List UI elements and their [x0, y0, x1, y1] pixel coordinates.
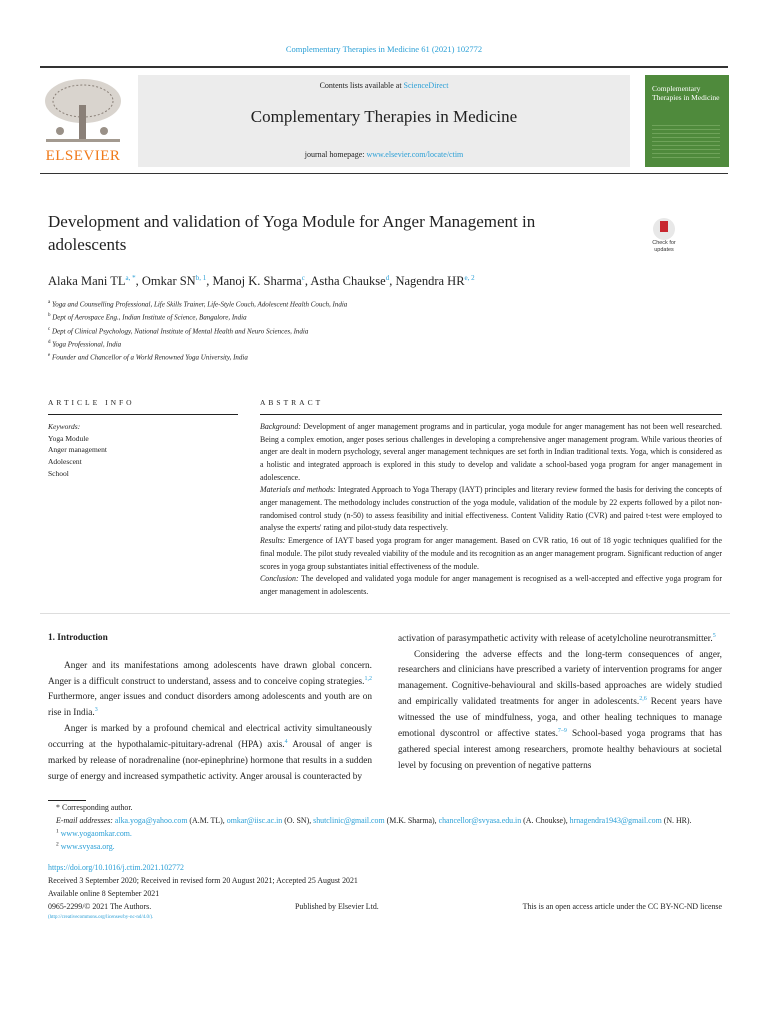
- journal-title: Complementary Therapies in Medicine: [250, 107, 518, 126]
- footnote-url[interactable]: www.yogaomkar.com.: [60, 828, 132, 838]
- email-owner: (A.M. TL),: [187, 815, 227, 825]
- header-bottom-rule: [40, 173, 728, 174]
- keywords-label: Keywords:: [48, 421, 81, 431]
- abstract-rule: [260, 414, 722, 415]
- author-affiliation-mark[interactable]: e, 2: [464, 274, 475, 282]
- cover-decoration: [652, 125, 720, 159]
- citation-link[interactable]: 1,2: [364, 675, 372, 682]
- doi-link[interactable]: https://doi.org/10.1016/j.ctim.2021.102772: [48, 862, 184, 872]
- body-column-right: [398, 632, 722, 786]
- affiliation-mark: a: [48, 300, 51, 306]
- author-affiliation-mark[interactable]: d: [385, 274, 390, 282]
- affiliation-mark: e: [48, 353, 51, 359]
- author-separator: ,: [135, 274, 142, 289]
- copyright-text: 0965-2299/© 2021 The Authors.: [48, 901, 152, 911]
- article-info-heading: ARTICLE INFO: [48, 397, 135, 407]
- footnote-url[interactable]: www.svyasa.org.: [60, 841, 115, 851]
- section-heading: 1. Introduction: [48, 632, 108, 643]
- author-name: Manoj K. Sharma: [212, 274, 302, 289]
- email-link[interactable]: hrnagendra1943@gmail.com: [569, 815, 662, 825]
- abstract-conclusion: [260, 573, 722, 598]
- license-url-link[interactable]: (http://creativecommons.org/licenses/by-nc-nd/4.0/).: [48, 914, 154, 920]
- keyword: School: [48, 468, 69, 478]
- author-separator: ,: [389, 274, 396, 289]
- journal-reference[interactable]: Complementary Therapies in Medicine 61 (2021) 102772: [285, 44, 483, 54]
- affiliation: [48, 324, 722, 337]
- author-affiliation-mark[interactable]: b, 1: [195, 274, 207, 282]
- keyword: Yoga Module: [48, 433, 89, 443]
- author-name: Omkar SN: [141, 274, 196, 289]
- body-text: Anger and its manifestations among adolescents have drawn global concern. Anger is a difficult construct to understand, assess and to conceive coping strategies.: [48, 660, 372, 687]
- email-link[interactable]: omkar@iisc.ac.in: [226, 815, 283, 825]
- email-link[interactable]: chancellor@svyasa.edu.in: [438, 815, 522, 825]
- license-line: [48, 900, 722, 913]
- citation-link[interactable]: 7–9: [557, 727, 567, 734]
- email-addresses: [48, 814, 722, 827]
- body-columns: [48, 632, 722, 786]
- citation-link[interactable]: 5: [712, 632, 716, 639]
- author-separator: ,: [304, 274, 311, 289]
- citation-link[interactable]: 3: [94, 707, 98, 714]
- section-label: Conclusion:: [260, 574, 299, 584]
- cover-title: Complementary Therapies in Medicine: [652, 84, 720, 102]
- body-text: Considering the adverse effects and the long-term consequences of anger, researchers and clinicians have prescribed a variety of intervention programs for anger management. Cognitive-behavioural and skills-based approaches are widely studied and empirically validated treatments for anger in adolescents.: [398, 649, 722, 708]
- affiliation-text: Founder and Chancellor of a World Renowned Yoga University, India: [50, 353, 248, 362]
- article-info-rule: [48, 414, 238, 415]
- publication-info: [48, 861, 722, 922]
- asterisk-mark: *: [56, 802, 60, 812]
- header-rule: [40, 66, 728, 68]
- affiliation-mark: b: [48, 313, 51, 319]
- author-list: [48, 270, 722, 289]
- bookmark-icon: [653, 218, 675, 240]
- affiliation-mark: d: [48, 340, 51, 346]
- section-label: Results:: [260, 536, 286, 546]
- affiliation-text: Yoga and Counselling Professional, Life Skills Trainer, Life-Style Couch, Adolescent Health Couch, India: [50, 300, 348, 309]
- email-owner: (A. Choukse),: [521, 815, 570, 825]
- abstract-results: [260, 535, 722, 573]
- author-name: Nagendra HR: [395, 274, 465, 289]
- body-column-left: [48, 632, 372, 786]
- homepage-prefix: journal homepage:: [304, 150, 367, 159]
- email-owner: (O. SN),: [282, 815, 314, 825]
- abstract-column: [260, 398, 722, 599]
- affiliation-text: Dept of Clinical Psychology, National Institute of Mental Health and Neuro Sciences, India: [50, 327, 309, 336]
- citation-link[interactable]: 4: [284, 739, 288, 746]
- author-name: Alaka Mani TL: [48, 274, 126, 289]
- body-text: Recent years have witnessed the use of mindfulness, yoga, and other healing techniques to manage emotional dyscontrol or affective states.: [398, 697, 723, 740]
- article-content: [0, 180, 768, 942]
- body-text: Arousal of anger is marked by release of noradrenaline (nor-epinephrine) hormone that results in a sudden surge of energy and increased sympathetic activity. Anger arousal is counteracted by: [48, 740, 372, 782]
- license-text: This is an open access article under the CC BY-NC-ND license: [522, 901, 722, 911]
- sciencedirect-link[interactable]: ScienceDirect: [403, 81, 449, 90]
- author-affiliation-mark[interactable]: c: [301, 274, 305, 282]
- emails-label: E-mail addresses:: [56, 815, 113, 825]
- affiliation: [48, 337, 722, 350]
- available-online: Available online 8 September 2021: [48, 888, 160, 898]
- homepage-line: [138, 150, 630, 159]
- footnote-links: [48, 827, 722, 853]
- section-label: Materials and methods:: [260, 485, 336, 495]
- footnote-mark: 2: [56, 841, 59, 848]
- article-title: Development and validation of Yoga Module for Anger Management in adolescents: [48, 212, 536, 254]
- affiliation: [48, 297, 722, 310]
- email-link[interactable]: shutclinic@gmail.com: [313, 815, 385, 825]
- body-text: Anger is marked by a profound chemical and electrical activity simultaneously occurring at the hypothalamic-pituitary-adrenal (HPA) axis.: [48, 724, 372, 751]
- footnote-item: [56, 840, 722, 853]
- title-row: [48, 210, 722, 256]
- received-dates: Received 3 September 2020; Received in revised form 20 August 2021; Accepted 25 August 2021: [48, 875, 358, 885]
- check-for-updates-button[interactable]: [642, 218, 686, 253]
- section-text: Development of anger management programs and in particular, yoga module for anger management has not been well researched. Being a complex emotion, anger poses serious challenges in developing a comprehensive anger management program. While various theories of anger are dealt in modern psychology, several anger management techniques are set forth in Indian traditional texts. Yoga, which is considered as a holistic and integrated approach is explored in this study to develop and validate a school-based yoga program for anger management in adolescence.: [260, 421, 722, 482]
- article-info-column: [48, 398, 238, 599]
- affiliation-mark: c: [48, 326, 51, 332]
- publisher-text: Published by Elsevier Ltd.: [295, 901, 379, 911]
- section-text: Emergence of IAYT based yoga program for anger management. Based on CVR ratio, 16 out of 18 yogic techniques qualified for the final module. The pilot study revealed viability of the module and its recognition as an anger management program. Significant reduction of anger scores in yoga group substantiates initial effectiveness of the module.: [260, 536, 722, 571]
- affiliation-text: Yoga Professional, India: [50, 340, 122, 349]
- keywords-block: [48, 421, 238, 480]
- body-paragraph: [398, 632, 722, 648]
- email-owner: (N. HR).: [661, 815, 692, 825]
- affiliation: [48, 310, 722, 323]
- journal-header: [0, 0, 768, 180]
- body-text: School-based yoga programs that has gathered special interest among researchers, promote healthy behaviours at societal level by focusing on prevention of negative patterns: [398, 729, 722, 771]
- homepage-link[interactable]: www.elsevier.com/locate/ctim: [366, 150, 464, 159]
- email-owner: (M.K. Sharma),: [384, 815, 439, 825]
- body-paragraph: [398, 648, 722, 775]
- contents-line: [138, 81, 630, 90]
- check-updates-label: Check for updates: [652, 240, 676, 253]
- body-text: activation of parasympathetic activity with release of acetylcholine neurotransmitter.: [398, 633, 713, 644]
- elsevier-wordmark: ELSEVIER: [45, 148, 121, 164]
- abstract-body: [260, 421, 722, 599]
- footnote-item: [56, 827, 722, 840]
- body-paragraph: [48, 722, 372, 786]
- author-separator: ,: [206, 274, 213, 289]
- body-paragraph: [48, 659, 372, 723]
- affiliation-text: Dept of Aerospace Eng., Indian Institute of Science, Bangalore, India: [50, 313, 247, 322]
- section-text: Integrated Approach to Yoga Therapy (IAYT) principles and literary review formed the basis for deriving the concepts of anger management. The methodology includes construction of the yoga module, validation of the module by 22 experts followed by a pilot non-randomised control study (n-50) to assess feasibility and initial effectiveness. Content Validity Ratio (CVR) and paired t-test were employed to analyse the experts' rating and pilot-study data respectively.: [260, 485, 722, 533]
- footnotes: [48, 801, 722, 853]
- author-affiliation-mark[interactable]: a, *: [125, 274, 136, 282]
- affiliation: [48, 350, 722, 363]
- section-divider: [40, 613, 730, 614]
- journal-cover-image: [645, 75, 729, 167]
- abstract-methods: [260, 484, 722, 535]
- section-label: Background:: [260, 421, 301, 431]
- keyword: Anger management: [48, 445, 107, 455]
- affiliation-list: [48, 297, 722, 364]
- body-text: Furthermore, anger issues and conduct disorders among adolescents and youth are on rise in India.: [48, 692, 372, 719]
- section-text: The developed and validated yoga module for anger management is recognised as a well-accepted and effective yoga program for anger management in adolescents.: [260, 574, 722, 596]
- corresponding-note: [48, 801, 722, 814]
- email-link[interactable]: alka.yoga@yahoo.com: [114, 815, 188, 825]
- author-name: Astha Chaukse: [310, 274, 386, 289]
- keyword: Adolescent: [48, 457, 82, 467]
- footnote-mark: 1: [56, 828, 59, 835]
- info-abstract-row: [48, 398, 722, 599]
- corresponding-text: Corresponding author.: [61, 802, 133, 812]
- abstract-heading: ABSTRACT: [260, 397, 324, 407]
- contents-prefix: Contents lists available at: [319, 81, 404, 90]
- abstract-background: [260, 421, 722, 485]
- citation-link[interactable]: 2,6: [639, 696, 647, 703]
- journal-header-box: [138, 75, 630, 167]
